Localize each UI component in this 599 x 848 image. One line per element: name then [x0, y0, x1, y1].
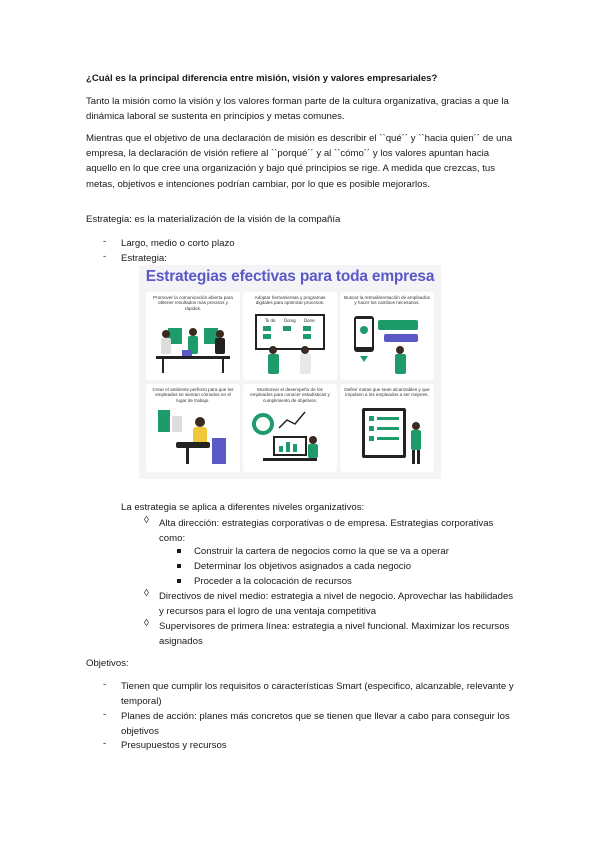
level-item: Directivos de nivel medio: estrategia a nivel de negocio. Aprovechar las habilidades y recursos para el logro de una ventaja competitiva [159, 591, 514, 618]
tile-caption: Crear el ambiente perfecto para que los empleados se sientan cómodos en el lugar de trabajo. [152, 387, 234, 403]
tile-caption: Promover la comunicación abierta para obtener resultados más precisos y rápidos. [153, 295, 233, 311]
tile-caption: Definir metas que sean alcanzables y que impulsen a los empleados a ser mejores. [344, 387, 430, 398]
paragraph-estrategia: Estrategia: es la materialización de la visión de la compañía [86, 214, 341, 225]
list-dash: - [103, 236, 107, 247]
infographic-tile [146, 384, 240, 472]
sub-item: Proceder a la colocación de recursos [194, 576, 352, 587]
performance-monitor-illustration [243, 402, 337, 472]
tile-caption: Monitorear el desempeño de los empleados para conocer estadísticas y cumplimiento de objetivos. [250, 387, 330, 403]
list-item: Tienen que cumplir los requisitos o características Smart (especifico, alcanzable, relevante y temporal) [121, 681, 514, 708]
infographic-tile [340, 384, 434, 472]
list-item: Planes de acción: planes más concretos que se tienen que llevar a cabo para conseguir los objetivos [121, 711, 510, 738]
infographic-tile [243, 292, 337, 380]
list-dash: - [103, 709, 107, 720]
relaxed-employee-illustration [146, 402, 240, 472]
infographic-tile [146, 292, 240, 380]
strategies-infographic [139, 265, 441, 479]
board-label-done: Done [304, 318, 315, 323]
board-label-todo: To do [265, 318, 276, 323]
list-item: Largo, medio o corto plazo [121, 238, 235, 249]
infographic-tile [340, 292, 434, 380]
paragraph-cultura: Tanto la misión como la visión y los valores forman parte de la cultura organizativa, gracias a que la dinámica laboral se sustenta en principios y metas comunes. [86, 96, 509, 123]
diamond-bullet-icon: ◊ [144, 588, 149, 599]
team-meeting-illustration [146, 310, 240, 380]
tile-caption: Adoptar herramientas y programas digitales para optimizar procesos. [254, 295, 326, 306]
diamond-bullet-icon: ◊ [144, 618, 149, 629]
level-item: Supervisores de primera línea: estrategia a nivel funcional. Maximizar los recursos asignados [159, 621, 510, 648]
paragraph-mision-vision: Mientras que el objetivo de una declaración de misión es describir el ``qué´´ y ``hacia quien´´ de una empresa, la declaración de visión refiere al ``porqué´´ y al ``cómo´´ y los valores apuntan hacia aquello en lo que cree una organización y bajo qué principios se rige. A medida que crezcas, tus metas, objetivos e intenciones podrían cambiar, por lo que es posible mejorarlos. [86, 133, 513, 190]
square-bullet-icon [177, 579, 181, 583]
list-item: Estrategia: [121, 253, 167, 264]
list-dash: - [103, 251, 107, 262]
levels-intro: La estrategia se aplica a diferentes niveles organizativos: [121, 502, 365, 513]
list-dash: - [103, 679, 107, 690]
tile-caption: Buscar la retroalimentación de empleados y hacer los cambios necesarios. [344, 295, 430, 306]
level-item: Alta dirección: estrategias corporativas o de empresa. Estrategias corporativas como: [159, 518, 494, 545]
section-heading: ¿Cuál es la principal diferencia entre misión, visión y valores empresariales? [86, 73, 438, 84]
infographic-tile [243, 384, 337, 472]
square-bullet-icon [177, 564, 181, 568]
objetivos-label: Objetivos: [86, 658, 129, 669]
board-label-doing: Doing [284, 318, 296, 323]
square-bullet-icon [177, 549, 181, 553]
infographic-title: Estrategias efectivas para toda empresa [145, 268, 435, 285]
sub-item: Construir la cartera de negocios como la que se va a operar [194, 546, 449, 557]
list-dash: - [103, 738, 107, 749]
feedback-phone-illustration [340, 310, 434, 380]
list-item: Presupuestos y recursos [121, 740, 227, 751]
goals-checklist-illustration [340, 402, 434, 472]
sub-item: Determinar los objetivos asignados a cada negocio [194, 561, 412, 572]
diamond-bullet-icon: ◊ [144, 515, 149, 526]
kanban-board-illustration [243, 310, 337, 380]
